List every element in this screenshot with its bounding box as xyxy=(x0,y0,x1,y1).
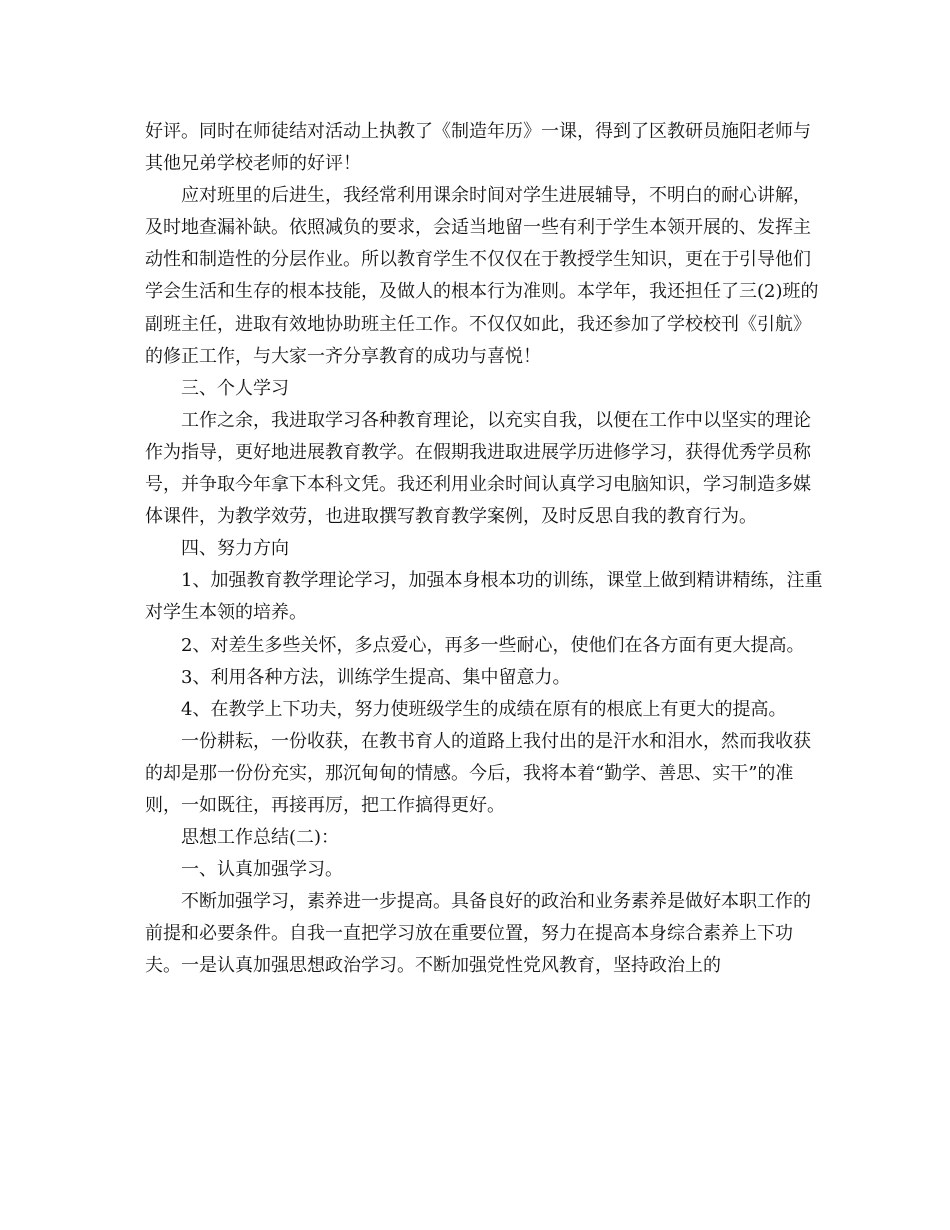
paragraph-conclusion: 一份耕耘，一份收获，在教书育人的道路上我付出的是汗水和泪水，然而我收获的却是那一份份充实，那沉甸甸的情感。今后，我将本着“勤学、善思、实干”的准则，一如既往，再接再厉，把工作搞得更好。 xyxy=(145,730,811,816)
list-item-direction-3: 3、利用各种方法，训练学生提高、集中留意力。 xyxy=(181,666,571,688)
list-item-direction-1: 1、加强教育教学理论学习，加强本身根本功的训练，课堂上做到精讲精练，注重对学生本领的培养。 xyxy=(145,570,823,624)
paragraph-personal-study: 工作之余，我进取学习各种教育理论，以充实自我，以便在工作中以坚实的理论作为指导，更好地进展教育教学。在假期我进取进展学历进修学习，获得优秀学员称号，并争取今年拿下本科文凭。我还利用业余时间认真学习电脑知识，学习制造多媒体课件，为教学效劳，也进取撰写教育教学案例，及时反思自我的教育行为。 xyxy=(145,409,811,528)
list-item-direction-2: 2、对差生多些关怀，多点爱心，再多一些耐心，使他们在各方面有更大提高。 xyxy=(181,634,805,656)
paragraph-continuation: 好评。同时在师徒结对活动上执教了《制造年历》一课，得到了区教研员施阳老师与其他兄弟学校老师的好评！ xyxy=(145,121,811,175)
section-heading-study: 一、认真加强学习。 xyxy=(181,859,343,881)
paragraph-underachievers: 应对班里的后进生，我经常利用课余时间对学生进展辅导，不明白的耐心讲解，及时地查漏补缺。依照减负的要求，会适当地留一些有利于学生本领开展的、发挥主动性和制造性的分层作业。所以教育学生不仅仅在于教授学生知识，更在于引导他们学会生活和生存的根本技能，及做人的根本行为准则。本学年，我还担任了三(2)班的副班主任，进取有效地协助班主任工作。不仅仅如此，我还参加了学校校刊《引航》的修正工作，与大家一齐分享教育的成功与喜悦！ xyxy=(145,185,819,367)
section-heading-direction: 四、努力方向 xyxy=(181,538,289,560)
section-heading-personal-study: 三、个人学习 xyxy=(181,377,289,399)
document-body xyxy=(145,116,825,983)
paragraph-study: 不断加强学习，素养进一步提高。具备良好的政治和业务素养是做好本职工作的前提和必要条件。自我一直把学习放在重要位置，努力在提高本身综合素养上下功夫。一是认真加强思想政治学习。不断加强党性党风教育，坚持政治上的 xyxy=(145,891,811,977)
section-title-summary-two: 思想工作总结(二)： xyxy=(181,827,340,849)
list-item-direction-4: 4、在教学上下功夫，努力使班级学生的成绩在原有的根底上有更大的提高。 xyxy=(181,698,787,720)
